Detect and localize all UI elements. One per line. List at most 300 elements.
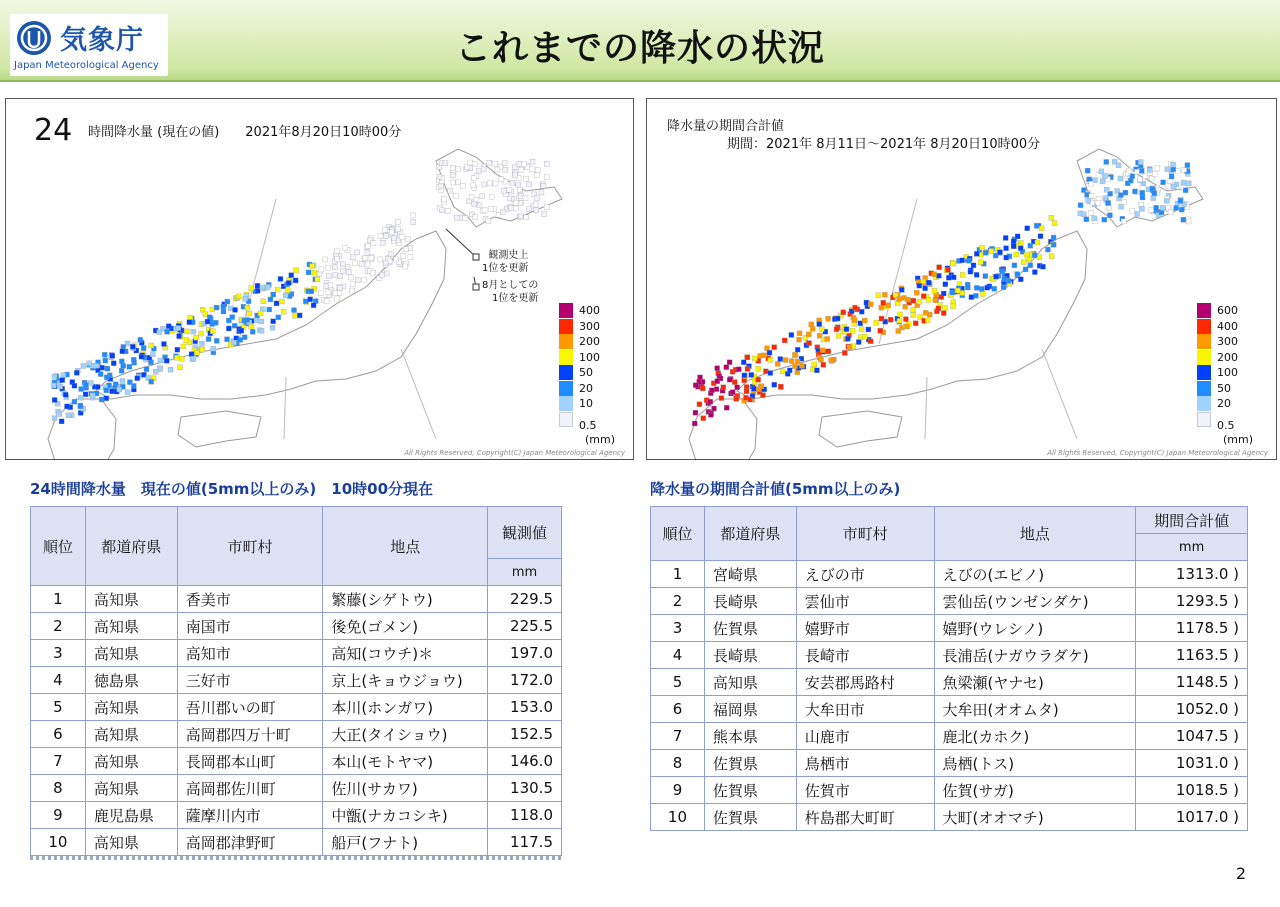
station-marker [72,383,77,388]
station-marker [378,257,383,262]
station-marker [410,213,415,218]
station-marker [911,313,916,318]
station-marker [1175,169,1180,174]
station-marker [701,416,706,421]
station-marker [756,387,761,392]
station-marker [503,167,508,172]
station-marker [1118,193,1123,198]
station-marker [489,194,494,199]
station-marker [1128,178,1133,183]
station-marker [189,352,194,357]
value-cell: 1293.5 ) [1136,588,1248,615]
table-row [651,696,1248,723]
station-marker [1186,181,1191,186]
station-marker [1149,176,1154,181]
station-marker [311,303,316,308]
station-marker [332,265,337,270]
legend-swatch [559,412,573,427]
station-marker [1052,221,1057,226]
station-marker [245,305,250,310]
station-marker [1137,177,1142,182]
station-marker [306,270,311,275]
table-row [651,750,1248,777]
station-marker [104,388,109,393]
station-marker [534,207,539,212]
value-cell: 229.5 [488,586,562,613]
station-marker [522,162,527,167]
station-marker [443,161,448,166]
table-row [31,694,562,721]
station-marker [768,371,773,376]
municipality-cell: 香美市 [177,586,323,613]
municipality-cell: 嬉野市 [796,615,934,642]
station-marker [544,161,549,166]
station-marker [90,393,95,398]
station-marker [52,397,57,402]
station-marker [904,324,909,329]
prefecture-cell: 佐賀県 [704,750,796,777]
value-cell: 1018.5 ) [1136,777,1248,804]
station-marker [700,386,705,391]
station-marker [335,256,340,261]
station-marker [974,285,979,290]
station-marker [454,215,459,220]
station-marker [286,280,291,285]
rank-cell: 7 [31,748,86,775]
map-period-canvas [647,99,1277,460]
station-marker [361,277,366,282]
station-marker [388,252,393,257]
station-marker [502,161,507,166]
station-marker [1096,200,1101,205]
station-marker [285,288,290,293]
station-marker [1049,254,1054,259]
station-marker [693,383,698,388]
station-marker [1152,191,1157,196]
sea-boundary-line [1042,349,1077,439]
legend-swatch [1197,365,1211,380]
station-marker [1089,210,1094,215]
station-marker [714,387,719,392]
station-marker [932,272,937,277]
station-marker [752,356,757,361]
station-marker [1181,217,1186,222]
station-marker [1121,219,1126,224]
station-marker [1028,263,1033,268]
station-marker [174,355,179,360]
station-marker [818,357,823,362]
station-marker [1104,159,1109,164]
station-marker [308,297,313,302]
map-period-total [646,98,1277,460]
station-marker [383,233,388,238]
rank-cell: 10 [651,804,705,831]
legend-swatch [1197,350,1211,365]
station-marker [974,272,979,277]
value-cell: 153.0 [488,694,562,721]
station-marker [83,392,88,397]
station-marker [380,272,385,277]
municipality-cell: 長崎市 [796,642,934,669]
station-marker [233,307,238,312]
station-marker [527,182,532,187]
station-marker [119,368,124,373]
station-marker [199,341,204,346]
sea-boundary-line [401,349,436,439]
station-marker [87,361,92,366]
station-marker [369,256,374,261]
station-marker [819,327,824,332]
station-marker [333,291,338,296]
map-period-range: 期間：2021年 8月11日～2021年 8月20日10時00分 [727,137,1041,152]
table-row [31,613,562,640]
value-cell: 225.5 [488,613,562,640]
station-marker [437,174,442,179]
value-cell: 1031.0 ) [1136,750,1248,777]
station-marker [744,389,749,394]
station-marker [983,250,988,255]
station-marker [1106,201,1111,206]
station-marker [338,274,343,279]
station-marker [297,313,302,318]
value-cell: 1313.0 ) [1136,561,1248,588]
station-marker [955,288,960,293]
station-marker [692,421,697,426]
station-marker [130,344,135,349]
station-marker [439,183,444,188]
station-marker [225,337,230,342]
municipality-cell: 三好市 [177,667,323,694]
header-station: 地点 [934,507,1136,561]
value-cell: 118.0 [488,802,562,829]
station-marker [283,293,288,298]
station-marker [206,337,211,342]
legend-label: 200 [1217,350,1238,364]
station-marker [141,346,146,351]
land-outline [819,411,902,447]
station-cell: 佐賀(サガ) [934,777,1136,804]
municipality-cell: 佐賀市 [796,777,934,804]
station-marker [1152,171,1157,176]
station-marker [281,309,286,314]
station-marker [78,395,83,400]
prefecture-cell: 佐賀県 [704,615,796,642]
station-marker [340,269,345,274]
station-marker [881,300,886,305]
value-cell: 1178.5 ) [1136,615,1248,642]
station-cell: 繁藤(シゲトウ) [323,586,488,613]
station-marker [936,273,941,278]
station-marker [1035,240,1040,245]
station-marker [732,380,737,385]
station-marker [403,264,408,269]
station-marker [394,257,399,262]
station-marker [509,206,514,211]
station-marker [806,332,811,337]
station-marker [1171,162,1176,167]
station-marker [153,369,158,374]
station-marker [1014,252,1019,257]
legend-label: 400 [1217,319,1238,333]
municipality-cell: 長岡郡本山町 [177,748,323,775]
station-marker [52,374,57,379]
station-marker [745,355,750,360]
table-period-title: 降水量の期間合計値(5mm以上のみ) [650,480,901,498]
station-marker [194,350,199,355]
station-marker [326,290,331,295]
prefecture-cell: 高知県 [85,640,177,667]
station-marker [845,336,850,341]
station-marker [711,406,716,411]
legend-label: 600 [1217,304,1238,317]
prefecture-cell: 佐賀県 [704,804,796,831]
header-observed: 観測値 [488,507,562,559]
station-marker [1140,190,1145,195]
station-marker [852,318,857,323]
station-marker [239,328,244,333]
rank-cell: 4 [31,667,86,694]
station-marker [205,319,210,324]
station-marker [1107,213,1112,218]
station-marker [1143,174,1148,179]
station-marker [355,250,360,255]
station-marker [826,349,831,354]
station-marker [966,258,971,263]
station-marker [787,368,792,373]
legend-swatch [1197,319,1211,334]
station-marker [238,337,243,342]
station-marker [795,359,800,364]
station-marker [1004,246,1009,251]
station-marker [149,379,154,384]
legend-label: 200 [579,335,600,348]
station-marker [66,413,71,418]
station-cell: 高知(コウチ)＊ [323,640,488,667]
station-marker [767,350,772,355]
station-marker [105,366,110,371]
station-marker [353,261,358,266]
station-marker [925,318,930,323]
municipality-cell: えびの市 [796,561,934,588]
station-marker [243,296,248,301]
station-marker [735,385,740,390]
station-marker [365,262,370,267]
station-marker [950,290,955,295]
station-cell: 大正(タイショウ) [323,721,488,748]
station-marker [395,219,400,224]
station-marker [210,329,215,334]
station-marker [760,393,765,398]
station-marker [245,317,250,322]
rank-cell: 1 [651,561,705,588]
legend-label: 400 [579,304,600,317]
station-marker [1160,205,1165,210]
legend-label: 50 [579,366,593,379]
station-marker [1154,205,1159,210]
station-marker [809,322,814,327]
station-marker [350,288,355,293]
header-period-total: 期間合計値 [1136,507,1248,534]
station-marker [1165,183,1170,188]
station-marker [879,305,884,310]
station-marker [734,396,739,401]
legend-label: 0.5 [1217,418,1235,432]
station-marker [888,317,893,322]
station-marker [119,359,124,364]
station-marker [1012,263,1017,268]
municipality-cell: 山鹿市 [796,723,934,750]
station-marker [516,182,521,187]
station-marker [473,215,478,220]
station-marker [980,245,985,250]
municipality-cell: 安芸郡馬路村 [796,669,934,696]
station-marker [1116,163,1121,168]
station-marker [400,254,405,259]
legend-label: 20 [1217,397,1231,410]
station-marker [323,257,328,262]
station-marker [187,320,192,325]
station-marker [471,201,476,206]
table-row [651,804,1248,831]
station-marker [523,196,528,201]
station-marker [932,288,937,293]
station-cell: 本川(ホンガワ) [323,694,488,721]
station-marker [992,286,997,291]
station-marker [852,305,857,310]
station-marker [94,363,99,368]
station-marker [343,246,348,251]
legend-label: 50 [1217,381,1231,395]
station-marker [1085,168,1090,173]
municipality-cell: 南国市 [177,613,323,640]
station-marker [481,166,486,171]
municipality-cell: 雲仙市 [796,588,934,615]
legend-label: 0.5 [579,418,597,432]
station-marker [200,347,205,352]
station-marker [1011,244,1016,249]
station-marker [923,310,928,315]
station-cell: 本山(モトヤマ) [323,748,488,775]
station-marker [249,324,254,329]
station-marker [350,282,355,287]
station-marker [1165,167,1170,172]
value-cell: 130.5 [488,775,562,802]
station-marker [829,358,834,363]
map-24h-title: 時間降水量 (現在の値) 2021年8月20日10時00分 [88,125,402,140]
map-24h-canvas [6,99,634,460]
station-marker [499,177,504,182]
station-marker [1049,215,1054,220]
rank-cell: 10 [31,829,86,856]
station-marker [519,168,524,173]
station-marker [365,250,370,255]
station-marker [1178,198,1183,203]
station-marker [184,329,189,334]
station-marker [862,318,867,323]
station-marker [292,308,297,313]
municipality-cell: 高知市 [177,640,323,667]
station-marker [868,339,873,344]
station-marker [810,326,815,331]
station-marker [534,195,539,200]
station-marker [745,366,750,371]
station-marker [1183,188,1188,193]
station-marker [225,299,230,304]
station-marker [384,271,389,276]
annotation-record-text: 観測史上 1位を更新 [482,250,529,274]
station-marker [507,187,512,192]
station-marker [749,372,754,377]
station-marker [756,366,761,371]
station-marker [232,323,237,328]
station-cell: 大牟田(オオムタ) [934,696,1136,723]
station-marker [51,383,56,388]
map-24h-precipitation [5,98,634,460]
table-row [651,669,1248,696]
station-marker [274,301,279,306]
station-marker [974,251,979,256]
station-marker [254,318,259,323]
station-marker [271,292,276,297]
table-row [31,640,562,667]
map-24h-number: 24 [34,113,73,148]
station-cell: 嬉野(ウレシノ) [934,615,1136,642]
station-marker [502,188,507,193]
station-marker [59,419,64,424]
station-marker [88,381,93,386]
station-marker [280,299,285,304]
station-marker [783,358,788,363]
station-marker [1139,206,1144,211]
station-marker [453,193,458,198]
station-marker [1032,253,1037,258]
legend-swatch [559,334,573,349]
station-marker [878,328,883,333]
station-marker [1186,219,1191,224]
station-marker [482,207,487,212]
station-marker [826,316,831,321]
station-marker [983,274,988,279]
station-marker [199,331,204,336]
station-marker [1002,277,1007,282]
station-marker [178,365,183,370]
legend-swatch [1197,381,1211,396]
station-marker [510,180,515,185]
station-marker [1171,167,1176,172]
rank-cell: 9 [31,802,86,829]
table-row [651,561,1248,588]
station-marker [1081,212,1086,217]
station-marker [1169,174,1174,179]
station-marker [63,392,68,397]
value-cell: 1017.0 ) [1136,804,1248,831]
rank-cell: 5 [651,669,705,696]
station-marker [448,188,453,193]
station-marker [102,352,107,357]
station-marker [544,205,549,210]
station-marker [175,347,180,352]
station-marker [789,359,794,364]
station-marker [350,255,355,260]
station-marker [1039,226,1044,231]
station-marker [926,297,931,302]
station-marker [715,366,720,371]
station-marker [408,255,413,260]
station-marker [164,358,169,363]
station-marker [1037,255,1042,260]
station-marker [797,331,802,336]
station-marker [121,363,126,368]
